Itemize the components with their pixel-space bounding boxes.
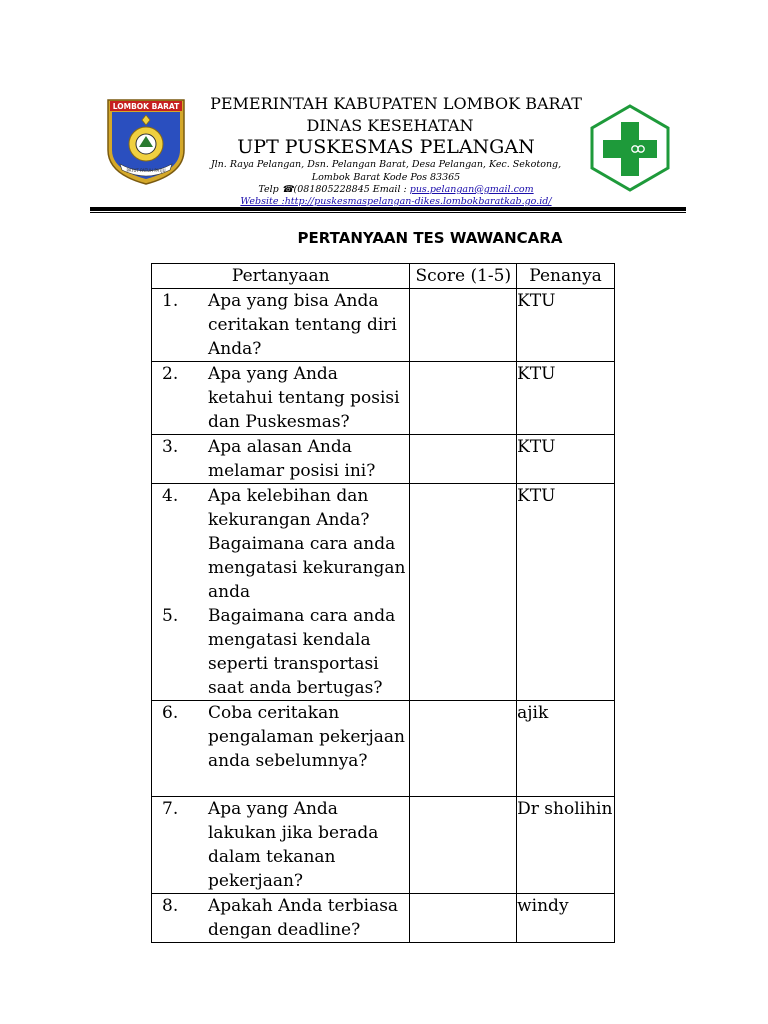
interview-questions-table <box>151 263 615 943</box>
website-link[interactable]: http://puskesmaspelangan-dikes.lombokbaratkab.go.id/ <box>284 196 552 207</box>
header-government: PEMERINTAH KABUPATEN LOMBOK BARAT <box>210 94 582 113</box>
table-row <box>152 894 615 943</box>
score-cell[interactable] <box>410 435 517 484</box>
question-number: 3. <box>162 437 179 457</box>
score-cell[interactable] <box>410 894 517 943</box>
asker-cell: KTU <box>517 289 615 362</box>
crest-motto-text: PATUT PATUH PATJU <box>126 168 166 173</box>
asker-cell: KTU <box>517 435 615 484</box>
question-text: Bagaimana cara anda mengatasi kendala seperti transportasi saat anda bertugas? <box>208 606 396 698</box>
score-cell[interactable] <box>410 797 517 894</box>
question-number: 8. <box>162 896 179 916</box>
table-header-row <box>152 264 615 289</box>
question-cell <box>152 362 410 435</box>
table-row <box>152 435 615 484</box>
question-cell <box>152 797 410 894</box>
question-text: Apakah Anda terbiasa dengan deadline? <box>208 896 399 940</box>
header-address: Jln. Raya Pelangan, Dsn. Pelangan Barat, Desa Pelangan, Kec. Sekotong, Lombok Barat Kode Pos 83365 <box>210 159 562 183</box>
question-text: Apa yang Anda lakukan jika berada dalam tekanan pekerjaan? <box>208 799 379 891</box>
header-contact <box>196 184 596 195</box>
table-row <box>152 362 615 435</box>
header-score: Score (1-5) <box>410 264 517 289</box>
question-number: 6. <box>162 703 179 723</box>
table-row <box>152 289 615 362</box>
question-cell <box>152 289 410 362</box>
page-title: PERTANYAAN TES WAWANCARA <box>297 229 563 247</box>
question-number: 5. <box>162 606 179 626</box>
question-text: Apa yang bisa Anda ceritakan tentang diri Anda? <box>208 291 397 359</box>
email-link[interactable]: pus.pelangan@gmail.com <box>409 184 534 195</box>
question-cell <box>152 701 410 797</box>
question-number: 1. <box>162 291 179 311</box>
lombok-barat-crest-logo <box>106 98 186 186</box>
question-number: 7. <box>162 799 179 819</box>
score-cell[interactable] <box>410 289 517 362</box>
question-text: Apa alasan Anda melamar posisi ini? <box>208 437 376 481</box>
website-label: Website : <box>240 196 285 207</box>
header-department: DINAS KESEHATAN <box>306 116 474 135</box>
score-cell[interactable] <box>410 362 517 435</box>
header-website <box>196 196 596 207</box>
question-text: Coba ceritakan pengalaman pekerjaan anda sebelumnya? <box>208 703 406 771</box>
score-cell[interactable] <box>410 484 517 701</box>
header-telp: Telp ☎(081805228845 Email : <box>258 184 410 195</box>
question-cell <box>152 484 410 701</box>
asker-cell: KTU <box>517 362 615 435</box>
question-text: Apa yang Anda ketahui tentang posisi dan Puskesmas? <box>208 364 400 432</box>
crest-banner-text: LOMBOK BARAT <box>112 102 180 111</box>
header-asker: Penanya <box>517 264 615 289</box>
header-divider-thick <box>90 207 686 211</box>
question-number: 2. <box>162 364 179 384</box>
question-cell <box>152 894 410 943</box>
score-cell[interactable] <box>410 701 517 797</box>
question-text: Apa kelebihan dan kekurangan Anda? Bagaimana cara anda mengatasi kekurangan anda <box>208 486 406 602</box>
asker-cell: ajik <box>517 701 615 797</box>
question-cell <box>152 435 410 484</box>
question-number: 4. <box>162 486 179 506</box>
puskesmas-logo <box>588 104 672 192</box>
table-row <box>152 484 615 701</box>
table-row <box>152 797 615 894</box>
header-divider-thin <box>90 212 686 213</box>
header-question: Pertanyaan <box>152 264 410 289</box>
asker-cell: KTU <box>517 484 615 701</box>
asker-cell: Dr sholihin <box>517 797 615 894</box>
table-row <box>152 701 615 797</box>
header-institution: UPT PUSKESMAS PELANGAN <box>237 136 535 158</box>
asker-cell: windy <box>517 894 615 943</box>
